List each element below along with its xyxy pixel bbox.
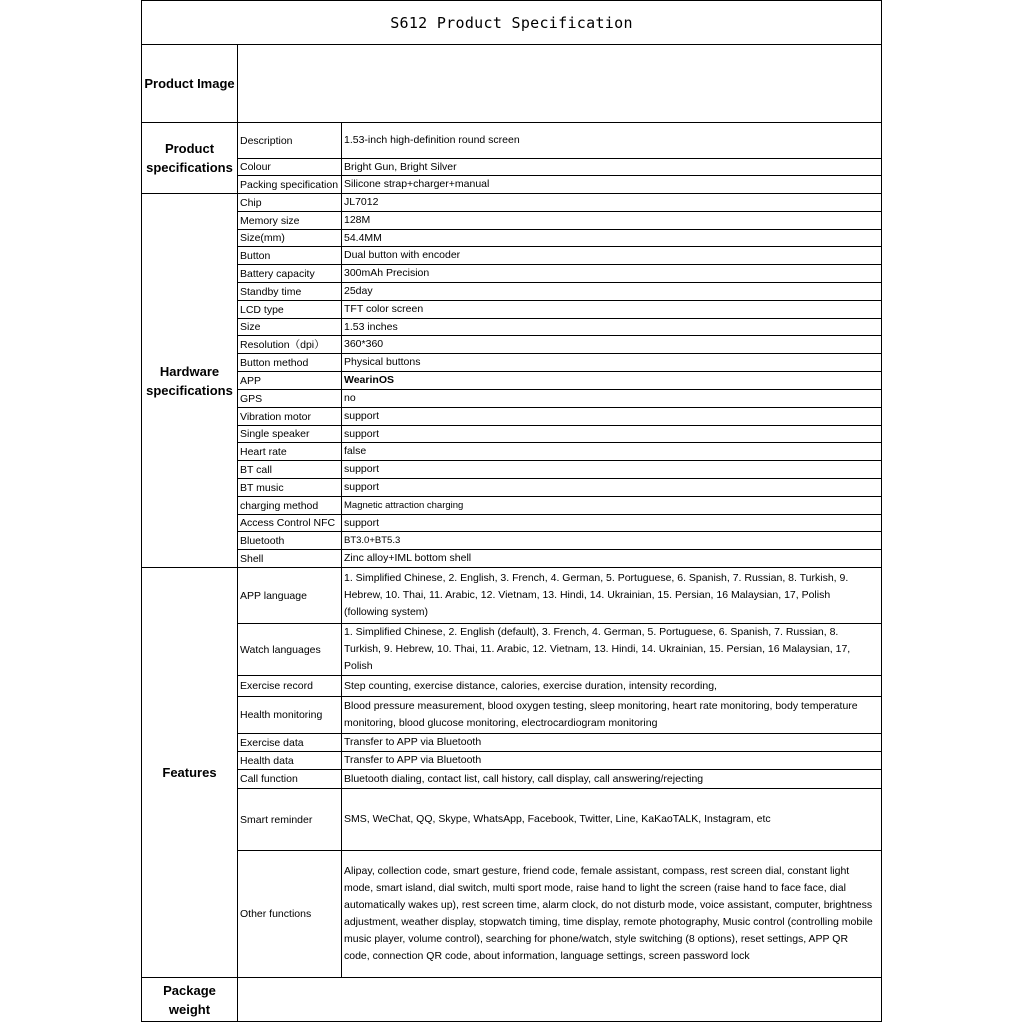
section-hardware-specs-label: Hardware specifications [146, 363, 233, 398]
section-features: Features [142, 568, 238, 978]
feature-value: 1. Simplified Chinese, 2. English (default), 3. French, 4. German, 5. Portuguese, 6. Spanish, 7. Russian, 8. Turkish, 9. Hebrew, 10. Thai, 11. Arabic, 12. Vietnam, 13. Hindi, 14. Ukrainian, 15. Persian, 16 Malaysian, 17, Polish [342, 624, 881, 676]
feature-value: Blood pressure measurement, blood oxygen testing, sleep monitoring, heart rate monitoring, body temperature monitoring, blood glucose monitoring, electrocardiogram monitoring [342, 697, 881, 734]
hardware-spec-key: Chip [238, 194, 342, 212]
hardware-spec-value: support [342, 461, 881, 479]
hardware-spec-value: support [342, 426, 881, 443]
hardware-spec-key: Access Control NFC [238, 515, 342, 532]
page-title: S612 Product Specification [142, 1, 881, 45]
hardware-spec-key: Resolution（dpi） [238, 336, 342, 354]
hardware-spec-value: Magnetic attraction charging [342, 497, 881, 515]
hardware-spec-value: WearinOS [342, 372, 881, 390]
hardware-spec-key: Single speaker [238, 426, 342, 443]
hardware-spec-value: Dual button with encoder [342, 247, 881, 265]
hardware-spec-value: 25day [342, 283, 881, 301]
spec-key: Packing specification [238, 176, 342, 194]
section-product-specs-label: Product specifications [146, 141, 233, 175]
spec-value: 1.53-inch high-definition round screen [342, 123, 881, 159]
feature-value: Transfer to APP via Bluetooth [342, 734, 881, 752]
section-package-weight-label: Package weight [163, 983, 216, 1017]
hardware-spec-key: Button [238, 247, 342, 265]
spec-value: Silicone strap+charger+manual [342, 176, 881, 194]
feature-key: APP language [238, 568, 342, 624]
spec-value: Bright Gun, Bright Silver [342, 159, 881, 176]
hardware-spec-value: 54.4MM [342, 230, 881, 247]
feature-value: Transfer to APP via Bluetooth [342, 752, 881, 770]
section-hardware-specs [142, 194, 238, 568]
feature-value: SMS, WeChat, QQ, Skype, WhatsApp, Facebook, Twitter, Line, KaKaoTALK, Instagram, etc [342, 789, 881, 851]
feature-value: Step counting, exercise distance, calories, exercise duration, intensity recording, [342, 676, 881, 697]
feature-key: Other functions [238, 851, 342, 978]
section-product-image: Product Image [142, 45, 238, 123]
feature-key: Call function [238, 770, 342, 789]
feature-key: Smart reminder [238, 789, 342, 851]
hardware-spec-value: support [342, 408, 881, 426]
hardware-spec-key: Vibration motor [238, 408, 342, 426]
feature-key: Health data [238, 752, 342, 770]
hardware-spec-value: no [342, 390, 881, 408]
feature-value: 1. Simplified Chinese, 2. English, 3. French, 4. German, 5. Portuguese, 6. Spanish, 7. Russian, 8. Turkish, 9. Hebrew, 10. Thai, 11. Arabic, 12. Vietnam, 13. Hindi, 14. Ukrainian, 15. Persian, 16 Malaysian, 17, Polish (following system) [342, 568, 881, 624]
hardware-spec-key: Bluetooth [238, 532, 342, 550]
hardware-spec-key: Battery capacity [238, 265, 342, 283]
hardware-spec-value: support [342, 515, 881, 532]
hardware-spec-value: Zinc alloy+IML bottom shell [342, 550, 881, 568]
feature-value: Bluetooth dialing, contact list, call history, call display, call answering/rejecting [342, 770, 881, 789]
feature-key: Health monitoring [238, 697, 342, 734]
hardware-spec-value: TFT color screen [342, 301, 881, 319]
section-product-specs [142, 123, 238, 194]
spec-key: Description [238, 123, 342, 159]
hardware-spec-value: 1.53 inches [342, 319, 881, 336]
hardware-spec-value: 128M [342, 212, 881, 230]
hardware-spec-key: Button method [238, 354, 342, 372]
product-image-area [238, 45, 881, 123]
feature-value: Alipay, collection code, smart gesture, friend code, female assistant, compass, rest screen dial, constant light mode, smart island, dial switch, multi sport mode, raise hand to light the screen (raise hand to face face, dial automatically wakes up), rest screen time, alarm clock, do not disturb mode, voice assistant, computer, brightness adjustment, weather display, stopwatch timing, time display, remote photography, Music control (controlling mobile music player, volume control), searching for phone/watch, style switching (8 options), reset settings, APP QR code, connection QR code, about information, language settings, screen password lock [342, 851, 881, 978]
hardware-spec-key: Shell [238, 550, 342, 568]
feature-key: Exercise data [238, 734, 342, 752]
hardware-spec-key: APP [238, 372, 342, 390]
hardware-spec-key: Standby time [238, 283, 342, 301]
hardware-spec-value: BT3.0+BT5.3 [342, 532, 881, 550]
hardware-spec-key: Memory size [238, 212, 342, 230]
hardware-spec-value: 360*360 [342, 336, 881, 354]
hardware-spec-key: GPS [238, 390, 342, 408]
hardware-spec-key: Heart rate [238, 443, 342, 461]
hardware-spec-key: BT music [238, 479, 342, 497]
hardware-spec-value: JL7012 [342, 194, 881, 212]
hardware-spec-key: charging method [238, 497, 342, 515]
spec-sheet [141, 0, 882, 1022]
hardware-spec-value: false [342, 443, 881, 461]
feature-key: Watch languages [238, 624, 342, 676]
hardware-spec-key: BT call [238, 461, 342, 479]
package-weight-value [238, 978, 881, 1022]
spec-key: Colour [238, 159, 342, 176]
hardware-spec-value: 300mAh Precision [342, 265, 881, 283]
feature-key: Exercise record [238, 676, 342, 697]
hardware-spec-key: Size [238, 319, 342, 336]
hardware-spec-value: support [342, 479, 881, 497]
section-package-weight [142, 978, 238, 1022]
hardware-spec-key: LCD type [238, 301, 342, 319]
hardware-spec-key: Size(mm) [238, 230, 342, 247]
hardware-spec-value: Physical buttons [342, 354, 881, 372]
